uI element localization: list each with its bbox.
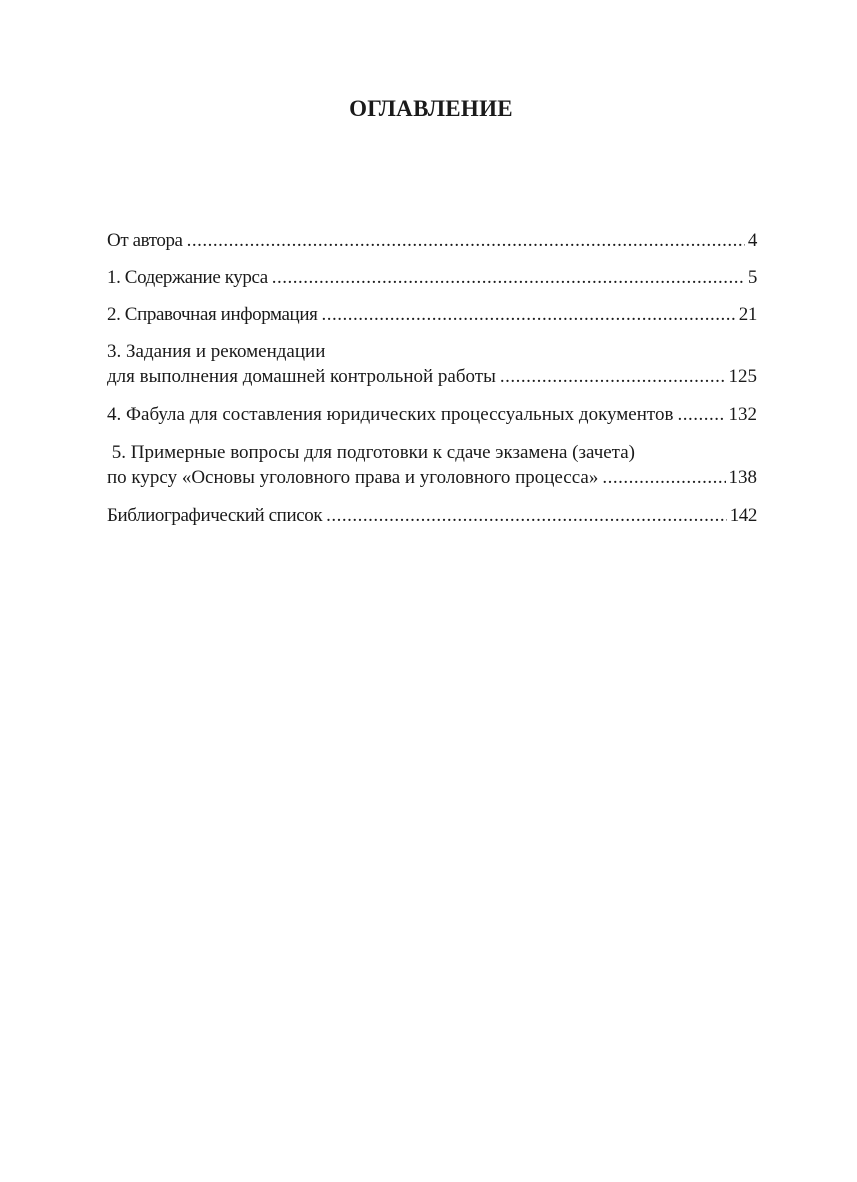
toc-page-number: 21 [738,304,757,325]
toc-line [107,302,757,327]
toc-entry-title: От автора [107,230,183,251]
toc-entry-bibliography [107,503,757,528]
toc-page-number: 142 [729,505,757,526]
toc-line [107,503,757,528]
toc-entry-exam-questions [107,440,757,490]
toc-page-number: 4 [747,230,757,251]
toc-page-number: 125 [728,366,757,387]
toc-entry-plot-documents [107,402,757,427]
toc-entry-from-author [107,228,757,253]
toc-entry-title-second-line: по курсу «Основы уголовного права и уголовного процесса» [107,467,599,488]
toc-page-number: 138 [728,467,757,488]
toc-line [107,228,757,253]
toc-entry-assignments [107,339,757,389]
toc-line [107,402,757,427]
page-title: ОГЛАВЛЕНИЕ [349,96,513,121]
toc-entry-title-second-line: для выполнения домашней контрольной работы [107,366,496,387]
dot-leader [677,402,725,427]
dot-leader [326,503,727,528]
toc-entry-title: 1. Содержание курса [107,267,268,288]
toc-line [107,265,757,290]
toc-page-number: 132 [728,404,757,425]
dot-leader [602,465,725,490]
toc-line [107,364,757,389]
toc-entry-title: 4. Фабула для составления юридических процессуальных документов [107,404,674,425]
toc-entry-title: Библиографический список [107,505,323,526]
toc-line [107,465,757,490]
dot-leader [321,302,735,327]
toc-entry-course-content [107,265,757,290]
toc-entry-title-first-line: 3. Задания и рекомендации [107,341,326,362]
dot-leader [187,228,745,253]
toc-entry-reference-info [107,302,757,327]
dot-leader [500,364,726,389]
toc-page-number: 5 [747,267,757,288]
toc-entry-title-first-line: 5. Примерные вопросы для подготовки к сдаче экзамена (зачета) [107,442,635,463]
toc-entry-title: 2. Справочная информация [107,304,318,325]
table-of-contents [107,228,757,528]
dot-leader [272,265,745,290]
